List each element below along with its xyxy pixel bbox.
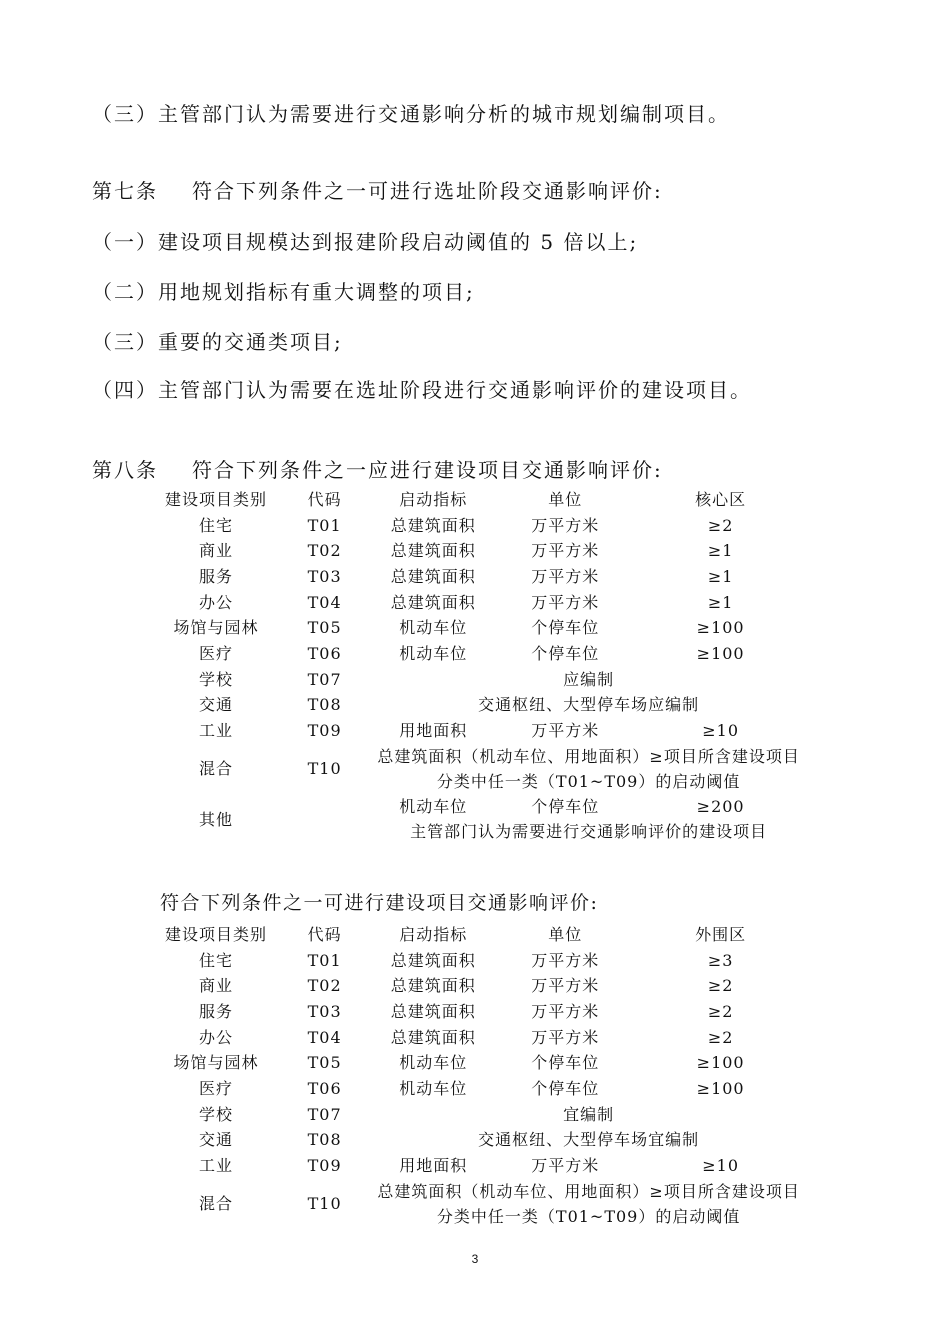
article-7-item-1: （一）建设项目规模达到报建阶段启动阈值的 5 倍以上; [92, 230, 639, 254]
cell-code: T08 [307, 695, 342, 715]
cell-threshold: ≥3 [707, 950, 734, 970]
cell-category: 学校 [198, 669, 233, 689]
cell-requirement: 应编制 [563, 669, 615, 689]
article-7-item-3: （三）重要的交通类项目; [92, 330, 343, 354]
table-row-transport [150, 1128, 810, 1154]
cell-unit: 万平方米 [531, 566, 600, 586]
article-7-item-2: （二）用地规划指标有重大调整的项目; [92, 280, 475, 304]
cell-threshold: ≥1 [707, 566, 734, 586]
cell-threshold: ≥200 [696, 796, 745, 816]
cell-threshold: ≥2 [707, 515, 734, 535]
cell-requirement: 交通枢纽、大型停车场应编制 [478, 695, 700, 715]
cell-code: T02 [307, 976, 342, 996]
cell-requirement: 交通枢纽、大型停车场宜编制 [478, 1130, 700, 1150]
cell-code: T05 [307, 1053, 342, 1073]
table-row-industry [150, 1153, 810, 1179]
cell-indicator: 机动车位 [399, 1053, 468, 1073]
article-7-item-4: （四）主管部门认为需要在选址阶段进行交通影响评价的建设项目。 [92, 378, 752, 402]
cell-indicator: 总建筑面积 [390, 592, 476, 612]
second-table-heading: 符合下列条件之一可进行建设项目交通影响评价: [160, 892, 599, 914]
cell-threshold: ≥100 [696, 1078, 745, 1098]
cell-unit: 万平方米 [531, 592, 600, 612]
cell-code: T10 [307, 758, 342, 778]
cell-code: T01 [307, 950, 342, 970]
cell-indicator: 机动车位 [399, 618, 468, 638]
cell-threshold: ≥100 [696, 1053, 745, 1073]
table-row-industry [150, 718, 810, 744]
cell-indicator: 用地面积 [399, 721, 468, 741]
cell-code: T06 [307, 643, 342, 663]
cell-category: 医疗 [198, 643, 233, 663]
header-unit: 单位 [548, 489, 583, 509]
header-core-area: 核心区 [695, 489, 747, 509]
article-7-text: 符合下列条件之一可进行选址阶段交通影响评价: [192, 179, 663, 203]
table-row [150, 999, 810, 1025]
cell-indicator: 用地面积 [399, 1156, 468, 1176]
cell-unit: 个停车位 [531, 643, 600, 663]
table-header-row [150, 487, 810, 513]
cell-indicator: 机动车位 [399, 796, 468, 816]
cell-category: 医疗 [198, 1078, 233, 1098]
cell-unit: 万平方米 [531, 1001, 600, 1021]
header-indicator: 启动指标 [399, 489, 468, 509]
cell-category: 学校 [198, 1104, 233, 1124]
table-row [150, 513, 810, 539]
cell-indicator: 总建筑面积 [390, 566, 476, 586]
cell-threshold: ≥10 [702, 1156, 740, 1176]
cell-unit: 个停车位 [531, 618, 600, 638]
cell-code: T03 [307, 566, 342, 586]
cell-threshold: ≥2 [707, 976, 734, 996]
table-row [150, 590, 810, 616]
table-row [150, 1050, 810, 1076]
cell-code: T02 [307, 541, 342, 561]
table-row [150, 538, 810, 564]
cell-unit: 万平方米 [531, 1156, 600, 1176]
cell-unit: 万平方米 [531, 541, 600, 561]
cell-threshold: ≥2 [707, 1027, 734, 1047]
cell-code: T04 [307, 592, 342, 612]
cell-indicator: 总建筑面积 [390, 541, 476, 561]
cell-code: T07 [307, 669, 342, 689]
paragraph-planning-item: （三）主管部门认为需要进行交通影响分析的城市规划编制项目。 [92, 102, 730, 126]
article-8-text: 符合下列条件之一应进行建设项目交通影响评价: [192, 458, 663, 482]
table-row-mixed [150, 744, 810, 794]
cell-category: 场馆与园林 [173, 618, 259, 638]
header-indicator: 启动指标 [399, 924, 468, 944]
table-row-mixed [150, 1179, 810, 1229]
header-outer-area: 外围区 [695, 924, 747, 944]
article-8-number: 第八条 [92, 458, 158, 482]
cell-indicator: 总建筑面积 [390, 950, 476, 970]
cell-code-empty [282, 794, 367, 820]
cell-indicator: 机动车位 [399, 643, 468, 663]
cell-category: 商业 [198, 541, 233, 561]
cell-indicator: 总建筑面积 [390, 976, 476, 996]
cell-threshold: ≥100 [696, 618, 745, 638]
cell-category: 服务 [198, 566, 233, 586]
cell-threshold: ≥10 [702, 721, 740, 741]
cell-threshold: ≥1 [707, 541, 734, 561]
outer-area-threshold-table [150, 922, 810, 1229]
cell-unit: 万平方米 [531, 950, 600, 970]
cell-indicator: 总建筑面积 [390, 515, 476, 535]
table-row [150, 615, 810, 641]
cell-code: T09 [307, 1156, 342, 1176]
cell-code: T06 [307, 1078, 342, 1098]
article-7 [92, 175, 663, 204]
cell-threshold: ≥100 [696, 643, 745, 663]
table-row-transport [150, 693, 810, 719]
cell-category: 住宅 [198, 515, 233, 535]
core-area-threshold-table [150, 487, 810, 845]
table-row [150, 973, 810, 999]
cell-threshold: ≥2 [707, 1001, 734, 1021]
table-header-row [150, 922, 810, 948]
cell-category: 混合 [198, 758, 233, 778]
cell-code-empty [282, 820, 367, 846]
cell-code: T08 [307, 1130, 342, 1150]
cell-unit: 万平方米 [531, 515, 600, 535]
cell-code: T03 [307, 1001, 342, 1021]
cell-category: 办公 [198, 1027, 233, 1047]
table-row [150, 1025, 810, 1051]
article-8 [92, 454, 663, 483]
header-category: 建设项目类别 [164, 924, 267, 944]
cell-code: T09 [307, 721, 342, 741]
cell-category: 交通 [198, 695, 233, 715]
table-row-school [150, 667, 810, 693]
cell-unit: 万平方米 [531, 976, 600, 996]
cell-code: T01 [307, 515, 342, 535]
header-code: 代码 [307, 489, 342, 509]
cell-category: 混合 [198, 1193, 233, 1213]
cell-unit: 万平方米 [531, 1027, 600, 1047]
header-category: 建设项目类别 [164, 489, 267, 509]
cell-unit: 个停车位 [531, 796, 600, 816]
cell-category: 工业 [198, 721, 233, 741]
cell-category: 其他 [198, 809, 233, 829]
cell-unit: 万平方米 [531, 721, 600, 741]
cell-mixed-rule: 总建筑面积（机动车位、用地面积）≥项目所含建设项目分类中任一类（T01~T09）的启动阈值 [377, 746, 800, 791]
cell-code: T10 [307, 1193, 342, 1213]
cell-code: T05 [307, 618, 342, 638]
cell-threshold: ≥1 [707, 592, 734, 612]
cell-category: 交通 [198, 1130, 233, 1150]
page-number: 3 [471, 1252, 479, 1266]
table-row [150, 641, 810, 667]
table-row-other [150, 794, 810, 820]
cell-category: 办公 [198, 592, 233, 612]
table-row [150, 1076, 810, 1102]
table-row [150, 948, 810, 974]
cell-indicator: 机动车位 [399, 1078, 468, 1098]
cell-other-note: 主管部门认为需要进行交通影响评价的建设项目 [410, 822, 768, 842]
cell-indicator: 总建筑面积 [390, 1001, 476, 1021]
cell-unit: 个停车位 [531, 1078, 600, 1098]
cell-code: T07 [307, 1104, 342, 1124]
cell-category: 场馆与园林 [173, 1053, 259, 1073]
cell-unit: 个停车位 [531, 1053, 600, 1073]
cell-category: 服务 [198, 1001, 233, 1021]
cell-category: 商业 [198, 976, 233, 996]
cell-category: 工业 [198, 1156, 233, 1176]
header-unit: 单位 [548, 924, 583, 944]
table-row-school [150, 1102, 810, 1128]
cell-category: 住宅 [198, 950, 233, 970]
header-code: 代码 [307, 924, 342, 944]
cell-mixed-rule: 总建筑面积（机动车位、用地面积）≥项目所含建设项目分类中任一类（T01~T09）的启动阈值 [377, 1181, 800, 1226]
cell-requirement: 宜编制 [563, 1104, 615, 1124]
article-7-number: 第七条 [92, 179, 158, 203]
cell-code: T04 [307, 1027, 342, 1047]
table-row [150, 564, 810, 590]
cell-indicator: 总建筑面积 [390, 1027, 476, 1047]
